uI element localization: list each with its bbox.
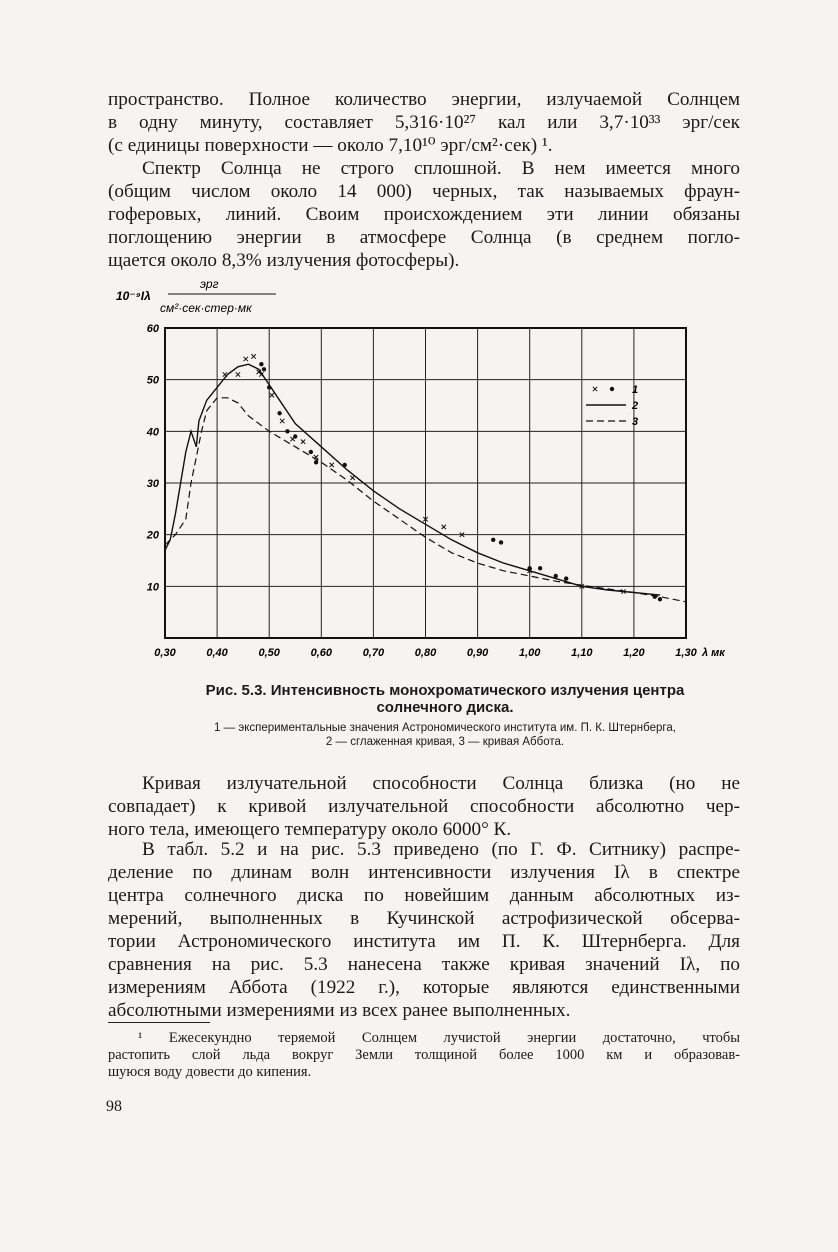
experimental-point-dot xyxy=(285,429,289,433)
text-line: поглощению энергии в атмосфере Солнца (в среднем погло- xyxy=(108,227,740,248)
text-line: Кривая излучательной способности Солнца близка (но не xyxy=(142,773,740,794)
text-line: пространство. Полное количество энергии, излучаемой Солнцем xyxy=(108,89,740,110)
x-tick-label: 0,30 xyxy=(154,647,176,659)
text-line: мерений, выполненных в Кучинской астрофизической обсерва- xyxy=(108,908,740,929)
experimental-point-dot xyxy=(277,411,281,415)
y-tick-label: 30 xyxy=(146,478,159,490)
table-paragraph xyxy=(108,838,740,1022)
chart-ticks xyxy=(146,323,727,659)
experimental-point-cross xyxy=(442,525,446,529)
experimental-point-dot xyxy=(658,597,662,601)
text-line: гоферовых, линий. Своим происхождением эти линии обязаны xyxy=(108,204,740,225)
x-axis-label: λ мк xyxy=(702,647,725,659)
text-line: совпадает) к кривой излучательной способности абсолютно чер- xyxy=(108,796,740,817)
x-tick-label: 0,70 xyxy=(362,647,385,659)
text-line: В табл. 5.2 и на рис. 5.3 приведено (по Г. Ф. Ситнику) распре- xyxy=(142,839,740,860)
y-axis-denominator: см²·сек·стер·мк xyxy=(160,301,252,315)
caption-line: 1 — экспериментальные значения Астрономического института им. П. К. Штернберга, xyxy=(214,722,676,734)
x-tick-label: 1,30 xyxy=(675,647,697,659)
experimental-point-dot xyxy=(309,450,313,454)
experimental-point-dot xyxy=(564,576,568,580)
x-tick-label: 0,60 xyxy=(310,647,333,659)
text-line: (общим числом около 14 000) черных, так называемых фраун- xyxy=(108,181,740,202)
figure-caption-legend xyxy=(100,721,790,749)
figure-caption-title xyxy=(100,682,790,716)
smoothed-curve-line xyxy=(165,364,660,595)
legend-marker-dot xyxy=(610,387,614,391)
text-line: измерениям Аббота (1922 г.), которые являются единственными xyxy=(108,977,740,998)
x-tick-label: 0,90 xyxy=(466,647,489,659)
x-tick-label: 1,00 xyxy=(518,647,541,659)
x-tick-label: 0,40 xyxy=(206,647,228,659)
text-line: сравнения на рис. 5.3 нанесена также кривая значений Iλ, по xyxy=(108,954,740,975)
footnote-divider xyxy=(108,1022,210,1023)
caption-line: 2 — сглаженная кривая, 3 — кривая Аббота. xyxy=(325,736,565,748)
y-tick-label: 60 xyxy=(146,323,159,335)
experimental-point-cross xyxy=(236,372,240,376)
text-line: деление по длинам волн интенсивности излучения Iλ в спектре xyxy=(108,862,740,883)
x-tick-label: 0,80 xyxy=(414,647,437,659)
experimental-point-dot xyxy=(491,538,495,542)
experimental-point-cross xyxy=(270,393,274,397)
experimental-point-cross xyxy=(280,419,284,423)
y-axis-numerator: эрг xyxy=(200,277,219,291)
chart-legend xyxy=(586,384,638,428)
y-tick-label: 10 xyxy=(146,581,159,594)
text-line: ¹ Ежесекундно теряемой Солнцем лучистой энергии достаточно, чтобы xyxy=(138,1030,740,1046)
text-line: в одну минуту, составляет 5,316·10²⁷ кал или 3,7·10³³ эрг/сек xyxy=(108,112,740,133)
y-axis-label xyxy=(116,277,276,315)
text-line: щается около 8,3% излучения фотосферы). xyxy=(108,250,460,271)
legend-label: 1 xyxy=(632,384,639,396)
legend-marker-cross xyxy=(593,387,597,391)
experimental-point-dot xyxy=(538,566,542,570)
y-axis-prefix: 10⁻⁹Iλ xyxy=(116,289,151,303)
page-number: 98 xyxy=(106,1098,122,1115)
caption-line: солнечного диска. xyxy=(376,699,514,716)
text-line: центра солнечного диска по новейшим данным абсолютных из- xyxy=(108,885,740,906)
y-tick-label: 20 xyxy=(146,529,159,542)
text-line: тории Астрономического института им П. К. Штернберга. Для xyxy=(108,931,740,952)
text-line: растопить слой льда вокруг Земли толщиной более 1000 км и образовав- xyxy=(108,1047,740,1063)
caption-line: Рис. 5.3. Интенсивность монохроматического излучения центра xyxy=(205,682,685,699)
text-line: шуюся воду довести до кипения. xyxy=(108,1064,312,1080)
y-tick-label: 50 xyxy=(146,374,159,387)
text-line: (с единицы поверхности — около 7,10¹⁰ эрг/см²·сек) ¹. xyxy=(108,135,553,156)
text-line: абсолютными измерениями из всех ранее выполненных. xyxy=(108,1000,571,1021)
experimental-point-cross xyxy=(330,463,334,467)
text-line: Спектр Солнца не строго сплошной. В нем имеется много xyxy=(142,158,740,179)
experimental-point-cross xyxy=(301,439,305,443)
curve-paragraph xyxy=(108,772,740,841)
chart-grid xyxy=(165,328,686,638)
experimental-point-dot xyxy=(259,362,263,366)
experimental-point-dot xyxy=(262,367,266,371)
x-tick-label: 1,20 xyxy=(623,647,645,659)
experimental-point-dot xyxy=(499,540,503,544)
x-tick-label: 1,10 xyxy=(571,647,593,659)
experimental-point-cross xyxy=(244,357,248,361)
text-line: ного тела, имеющего температуру около 6000° К. xyxy=(108,819,512,840)
x-tick-label: 0,50 xyxy=(258,647,280,659)
experimental-point-cross xyxy=(290,437,294,441)
experimental-point-cross xyxy=(251,354,255,358)
legend-label: 3 xyxy=(632,416,639,428)
y-tick-label: 40 xyxy=(146,426,159,439)
legend-label: 2 xyxy=(632,400,639,412)
footnote xyxy=(108,1030,740,1081)
